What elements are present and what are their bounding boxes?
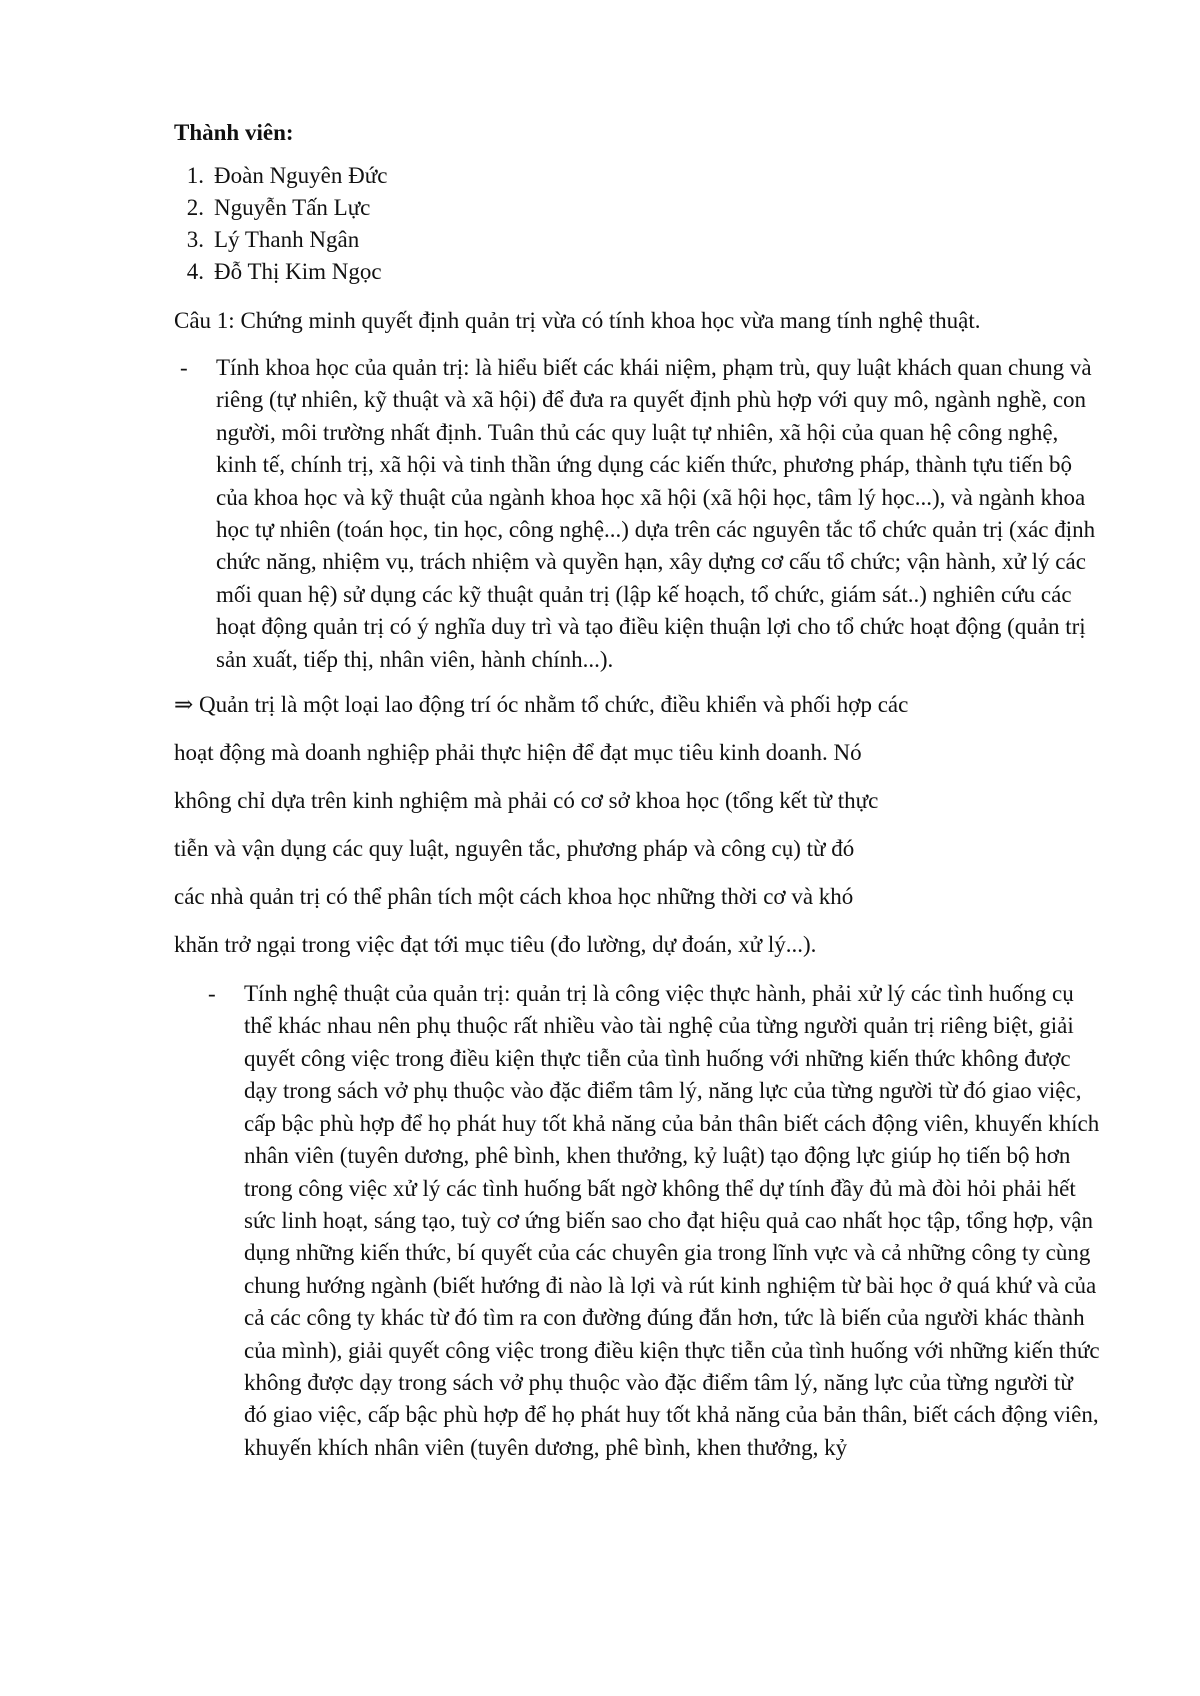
art-paragraph: Tính nghệ thuật của quản trị: quản trị là công việc thực hành, phải xử lý các tình huống cụ thể khác nhau nên phụ thuộc rất nhiều vào tài nghệ của từng người quản trị riêng biệt, giải quyết công việc trong điều kiện thực tiễn của tình huống với những kiến thức không được dạy trong sách vở phụ thuộc vào đặc điểm tâm lý, năng lực của từng người từ đó giao việc, cấp bậc phù hợp để họ phát huy tốt khả năng của bản thân biết cách động viên, khuyến khích nhân viên (tuyên dương, phê bình, khen thưởng, kỷ luật) tạo động lực giúp họ tiến bộ hơn trong công việc xử lý các tình huống bất ngờ không thể dự tính đầy đủ mà đòi hỏi phải hết sức linh hoạt, sáng tạo, tuỳ cơ ứng biến sao cho đạt hiệu quả cao nhất học tập, tổng hợp, vận dụng những kiến thức, bí quyết của các chuyên gia trong lĩnh vực và cả những công ty cùng chung hướng ngành (biết hướng đi nào là lợi và rút kinh nghiệm từ bài học ở quá khứ và của cả các công ty khác từ đó tìm ra con đường đúng đắn hơn, tức là biến của người khác thành của mình), giải quyết công việc trong điều kiện thực tiễn của tình huống với những kiến thức không được dạy trong sách vở phụ thuộc vào đặc điểm tâm lý, năng lực của từng người từ đó giao việc, cấp bậc phù hợp để họ phát huy tốt khả năng của bản thân, biết cách động viên, khuyến khích nhân viên (tuyên dương, phê bình, khen thưởng, kỷ <box>244 981 1100 1460</box>
art-bullet <box>202 978 1100 1464</box>
member-number: 4. <box>186 259 204 284</box>
conclusion-line: các nhà quản trị có thể phân tích một cách khoa học những thời cơ và khó <box>174 884 854 910</box>
member-name: Nguyễn Tấn Lực <box>214 195 371 220</box>
conclusion-line: khăn trở ngại trong việc đạt tới mục tiêu (đo lường, dự đoán, xử lý...). <box>174 932 817 958</box>
members-list <box>174 160 1100 288</box>
member-item <box>174 160 1100 192</box>
member-item <box>174 224 1100 256</box>
conclusion-line: hoạt động mà doanh nghiệp phải thực hiện để đạt mục tiêu kinh doanh. Nó <box>174 740 862 766</box>
bullet-dash: - <box>180 355 188 380</box>
member-name: Lý Thanh Ngân <box>214 227 360 252</box>
member-name: Đỗ Thị Kim Ngọc <box>214 259 382 284</box>
member-number: 1. <box>186 163 204 188</box>
science-bullet <box>174 352 1100 676</box>
member-name: Đoàn Nguyên Đức <box>214 163 388 188</box>
member-number: 2. <box>186 195 204 220</box>
member-item <box>174 192 1100 224</box>
member-item <box>174 256 1100 288</box>
members-heading: Thành viên: <box>174 120 294 145</box>
conclusion-line: ⇒ Quản trị là một loại lao động trí óc nhằm tổ chức, điều khiển và phối hợp các <box>174 692 909 718</box>
conclusion-line: không chỉ dựa trên kinh nghiệm mà phải có cơ sở khoa học (tổng kết từ thực <box>174 788 879 814</box>
member-number: 3. <box>186 227 204 252</box>
conclusion-line: tiễn và vận dụng các quy luật, nguyên tắc, phương pháp và công cụ) từ đó <box>174 836 855 862</box>
question-1: Câu 1: Chứng minh quyết định quản trị vừa có tính khoa học vừa mang tính nghệ thuật. <box>174 308 981 333</box>
bullet-dash: - <box>208 981 216 1007</box>
conclusion-block <box>174 690 1100 960</box>
science-paragraph: Tính khoa học của quản trị: là hiểu biết các khái niệm, phạm trù, quy luật khách quan chung và riêng (tự nhiên, kỹ thuật và xã hội) để đưa ra quyết định phù hợp với quy mô, ngành nghề, con người, môi trường nhất định. Tuân thủ các quy luật tự nhiên, xã hội của quan hệ công nghệ, kinh tế, chính trị, xã hội và tinh thần ứng dụng các kiến thức, phương pháp, thành tựu tiến bộ của khoa học và kỹ thuật của ngành khoa học xã hội (xã hội học, tâm lý học...), và ngành khoa học tự nhiên (toán học, tin học, công nghệ...) dựa trên các nguyên tắc tổ chức quản trị (xác định chức năng, nhiệm vụ, trách nhiệm và quyền hạn, xây dựng cơ cấu tổ chức; vận hành, xử lý các mối quan hệ) sử dụng các kỹ thuật quản trị (lập kế hoạch, tổ chức, giám sát..) nghiên cứu các hoạt động quản trị có ý nghĩa duy trì và tạo điều kiện thuận lợi cho tổ chức hoạt động (quản trị sản xuất, tiếp thị, nhân viên, hành chính...). <box>216 355 1096 672</box>
